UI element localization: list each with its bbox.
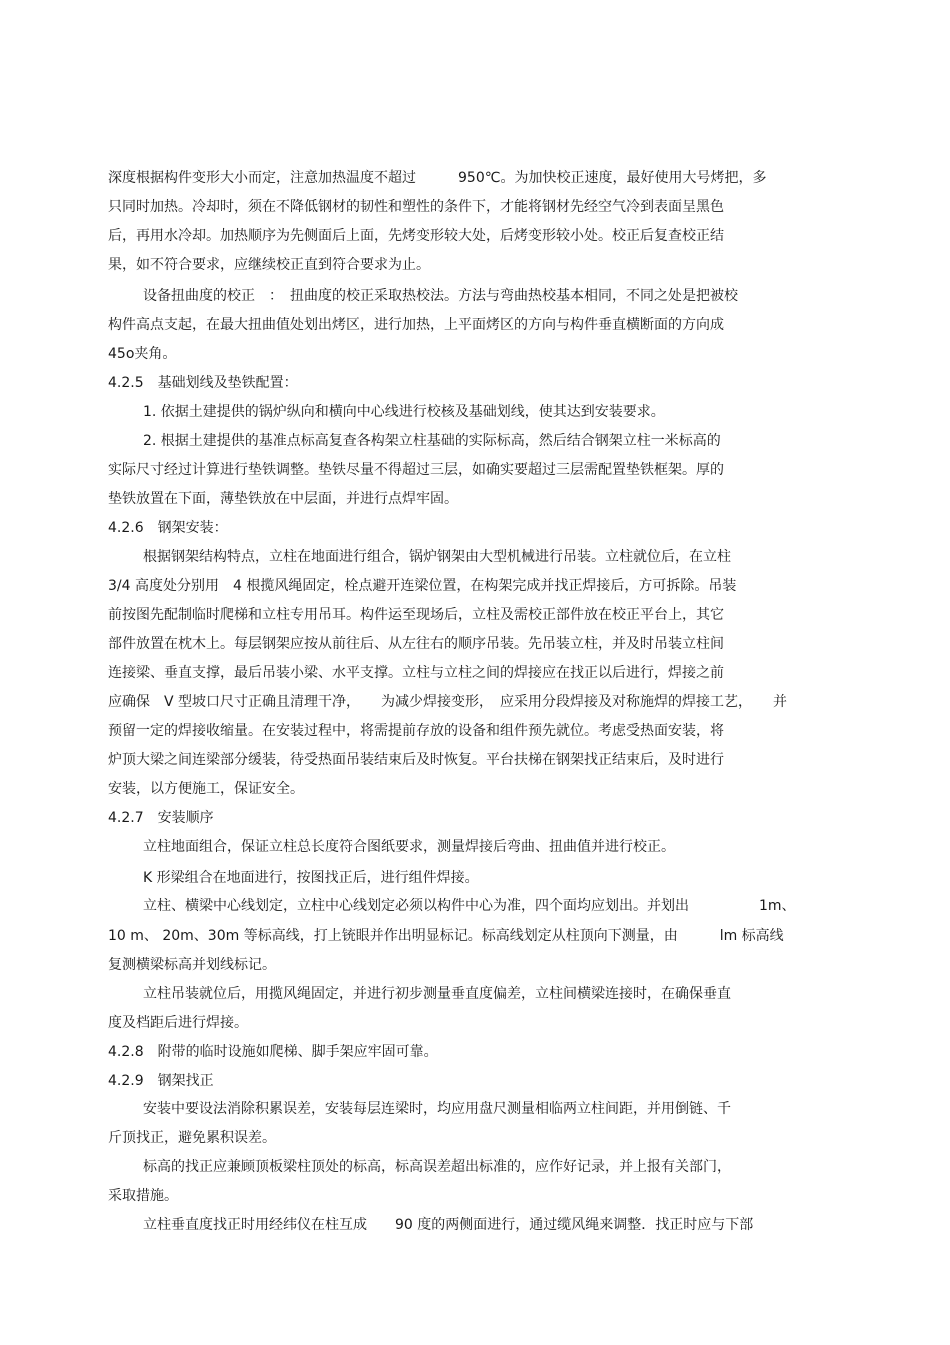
text-line: 构件高点支起，在最大扭曲值处划出烤区，进行加热，上平面烤区的方向与构件垂直横断面的方向成 <box>108 317 724 333</box>
text-line: 炉顶大梁之间连梁部分缓装，待受热面吊装结束后及时恢复。平台扶梯在钢架找正结束后，及时进行 <box>108 752 724 768</box>
section-heading: 4.2.7 安装顺序 <box>108 810 214 826</box>
text-line: 2. 根据土建提供的基准点标高复查各构架立柱基础的实际标高，然后结合钢架立柱一米标高的 <box>143 433 721 449</box>
text-line: 部件放置在枕木上。每层钢架应按从前往后、从左往右的顺序吊装。先吊装立柱，并及时吊装立柱间 <box>108 636 724 652</box>
text-line: 3/4 高度处分别用 4 根揽风绳固定，栓点避开连梁位置，在构架完成并找正焊接后，方可拆除。吊装 <box>108 578 737 594</box>
text-line: 10 m、 20m、30m 等标高线，打上铳眼并作出明显标记。标高线划定从柱顶向下测量，由 lm 标高线 <box>108 928 784 944</box>
section-heading: 4.2.6 钢架安装： <box>108 520 228 536</box>
text-line: 度及档距后进行焊接。 <box>108 1015 248 1031</box>
text-line: 设备扭曲度的校正 ： 扭曲度的校正采取热校法。方法与弯曲热校基本相同，不同之处是把被校 <box>143 288 738 304</box>
text-line: 实际尺寸经过计算进行垫铁调整。垫铁尽量不得超过三层，如确实要超过三层需配置垫铁框架。厚的 <box>108 462 724 478</box>
section-heading: 4.2.9 钢架找正 <box>108 1073 214 1089</box>
text-line: 立柱垂直度找正时用经纬仪在柱互成 90 度的两侧面进行，通过缆风绳来调整．找正时应与下部 <box>143 1217 754 1233</box>
text-line: 预留一定的焊接收缩量。在安装过程中，将需提前存放的设备和组件预先就位。考虑受热面安装，将 <box>108 723 724 739</box>
text-line: 只同时加热。冷却时，须在不降低钢材的韧性和塑性的条件下，才能将钢材先经空气冷到表面呈黑色 <box>108 199 724 215</box>
text-line: 标高的找正应兼顾顶板梁柱顶处的标高，标高误差超出标准的，应作好记录，并上报有关部门， <box>143 1159 731 1175</box>
text-line: 连接梁、垂直支撑，最后吊装小梁、水平支撑。立柱与立柱之间的焊接应在找正以后进行，焊接之前 <box>108 665 724 681</box>
text-line: 复测横梁标高并划线标记。 <box>108 957 276 973</box>
text-line: 后，再用水冷却。加热顺序为先侧面后上面，先烤变形较大处，后烤变形较小处。校正后复查校正结 <box>108 228 724 244</box>
text-line: 采取措施。 <box>108 1188 178 1204</box>
text-line: 安装中要设法消除积累误差，安装每层连梁时，均应用盘尺测量相临两立柱间距，并用倒链、千 <box>143 1101 731 1117</box>
text-line: 安装，以方便施工，保证安全。 <box>108 781 304 797</box>
text-line: 1. 依据土建提供的锅炉纵向和横向中心线进行校核及基础划线，使其达到安装要求。 <box>143 404 665 420</box>
text-line: 立柱、横梁中心线划定，立柱中心线划定必须以构件中心为准，四个面均应划出。并划出 1m、 <box>143 898 796 914</box>
text-line: K 形梁组合在地面进行，按图找正后，进行组件焊接。 <box>143 870 479 886</box>
text-line: 根据钢架结构特点，立柱在地面进行组合，锅炉钢架由大型机械进行吊装。立柱就位后，在立柱 <box>143 549 731 565</box>
text-line: 立柱地面组合，保证立柱总长度符合图纸要求，测量焊接后弯曲、扭曲值并进行校正。 <box>143 839 675 855</box>
text-line: 立柱吊装就位后，用揽风绳固定，并进行初步测量垂直度偏差，立柱间横梁连接时，在确保垂直 <box>143 986 731 1002</box>
section-heading: 4.2.8 附带的临时设施如爬梯、脚手架应牢固可靠。 <box>108 1044 438 1060</box>
text-line: 应确保 V 型坡口尺寸正确且清理干净， 为减少焊接变形， 应采用分段焊接及对称施焊的焊接工艺， 并 <box>108 694 788 710</box>
text-line: 前按图先配制临时爬梯和立柱专用吊耳。构件运至现场后，立柱及需校正部件放在校正平台上，其它 <box>108 607 724 623</box>
text-line: 45o夹角。 <box>108 346 177 362</box>
text-line: 果，如不符合要求，应继续校正直到符合要求为止。 <box>108 257 430 273</box>
text-line: 深度根据构件变形大小而定，注意加热温度不超过 950℃。为加快校正速度，最好使用大号烤把，多 <box>108 170 767 186</box>
text-line: 垫铁放置在下面，薄垫铁放在中层面，并进行点焊牢固。 <box>108 491 458 507</box>
text-line: 斤顶找正，避免累积误差。 <box>108 1130 276 1146</box>
section-heading: 4.2.5 基础划线及垫铁配置： <box>108 375 298 391</box>
